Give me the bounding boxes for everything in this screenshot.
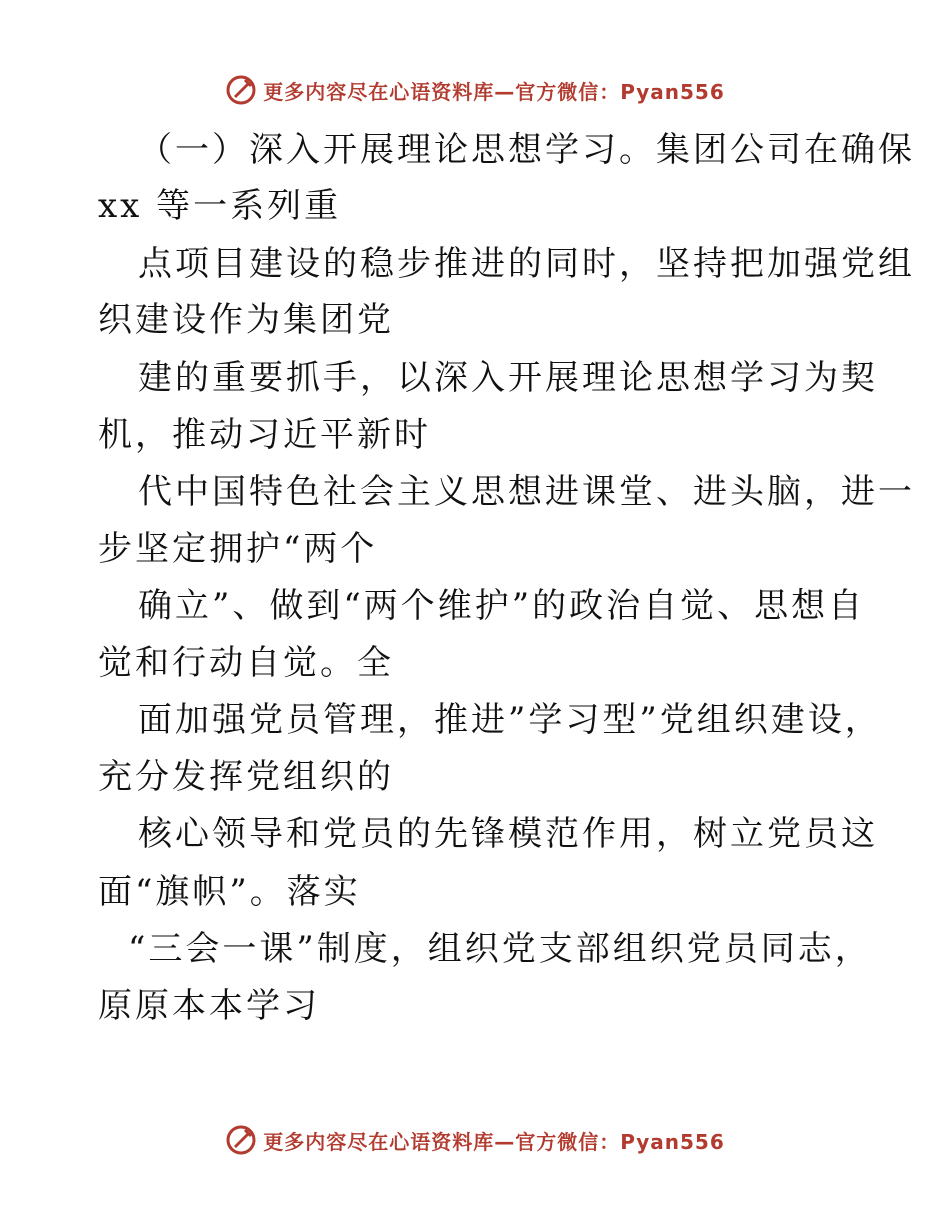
- header-watermark-text: 更多内容尽在心语资料库—官方微信：Pyan556: [263, 79, 725, 104]
- body-line: 原原本本学习: [98, 986, 320, 1026]
- body-line: 确立”、做到“两个维护”的政治自觉、思想自: [138, 586, 866, 626]
- body-line: 点项目建设的稳步推进的同时，坚持把加强党组: [138, 244, 915, 284]
- body-line: 充分发挥党组织的: [98, 757, 394, 797]
- body-line: 面“旗帜”。落实: [98, 872, 361, 912]
- body-line: 步坚定拥护“两个: [98, 529, 378, 569]
- body-line: 面加强党员管理，推进”学习型”党组织建设，: [138, 700, 882, 740]
- body-line: 机，推动习近平新时: [98, 415, 431, 455]
- body-line: （一）深入开展理论思想学习。集团公司在确保: [138, 130, 915, 170]
- body-line: “三会一课”制度，组织党支部组织党员同志，: [128, 929, 872, 969]
- body-line: 核心领导和党员的先锋模范作用，树立党员这: [138, 814, 878, 854]
- body-line: 建的重要抓手，以深入开展理论思想学习为契: [138, 358, 878, 398]
- footer-watermark-text: 更多内容尽在心语资料库—官方微信：Pyan556: [263, 1129, 725, 1154]
- body-line: xx 等一系列重: [98, 186, 342, 226]
- footer-watermark: [0, 1120, 950, 1160]
- quill-pen-logo-icon: [225, 74, 257, 106]
- header-watermark: [0, 70, 950, 110]
- quill-pen-logo-icon: [225, 1124, 257, 1156]
- body-line: 觉和行动自觉。全: [98, 643, 394, 683]
- body-line: 织建设作为集团党: [98, 300, 394, 340]
- body-line: 代中国特色社会主义思想进课堂、进头脑，进一: [138, 472, 915, 512]
